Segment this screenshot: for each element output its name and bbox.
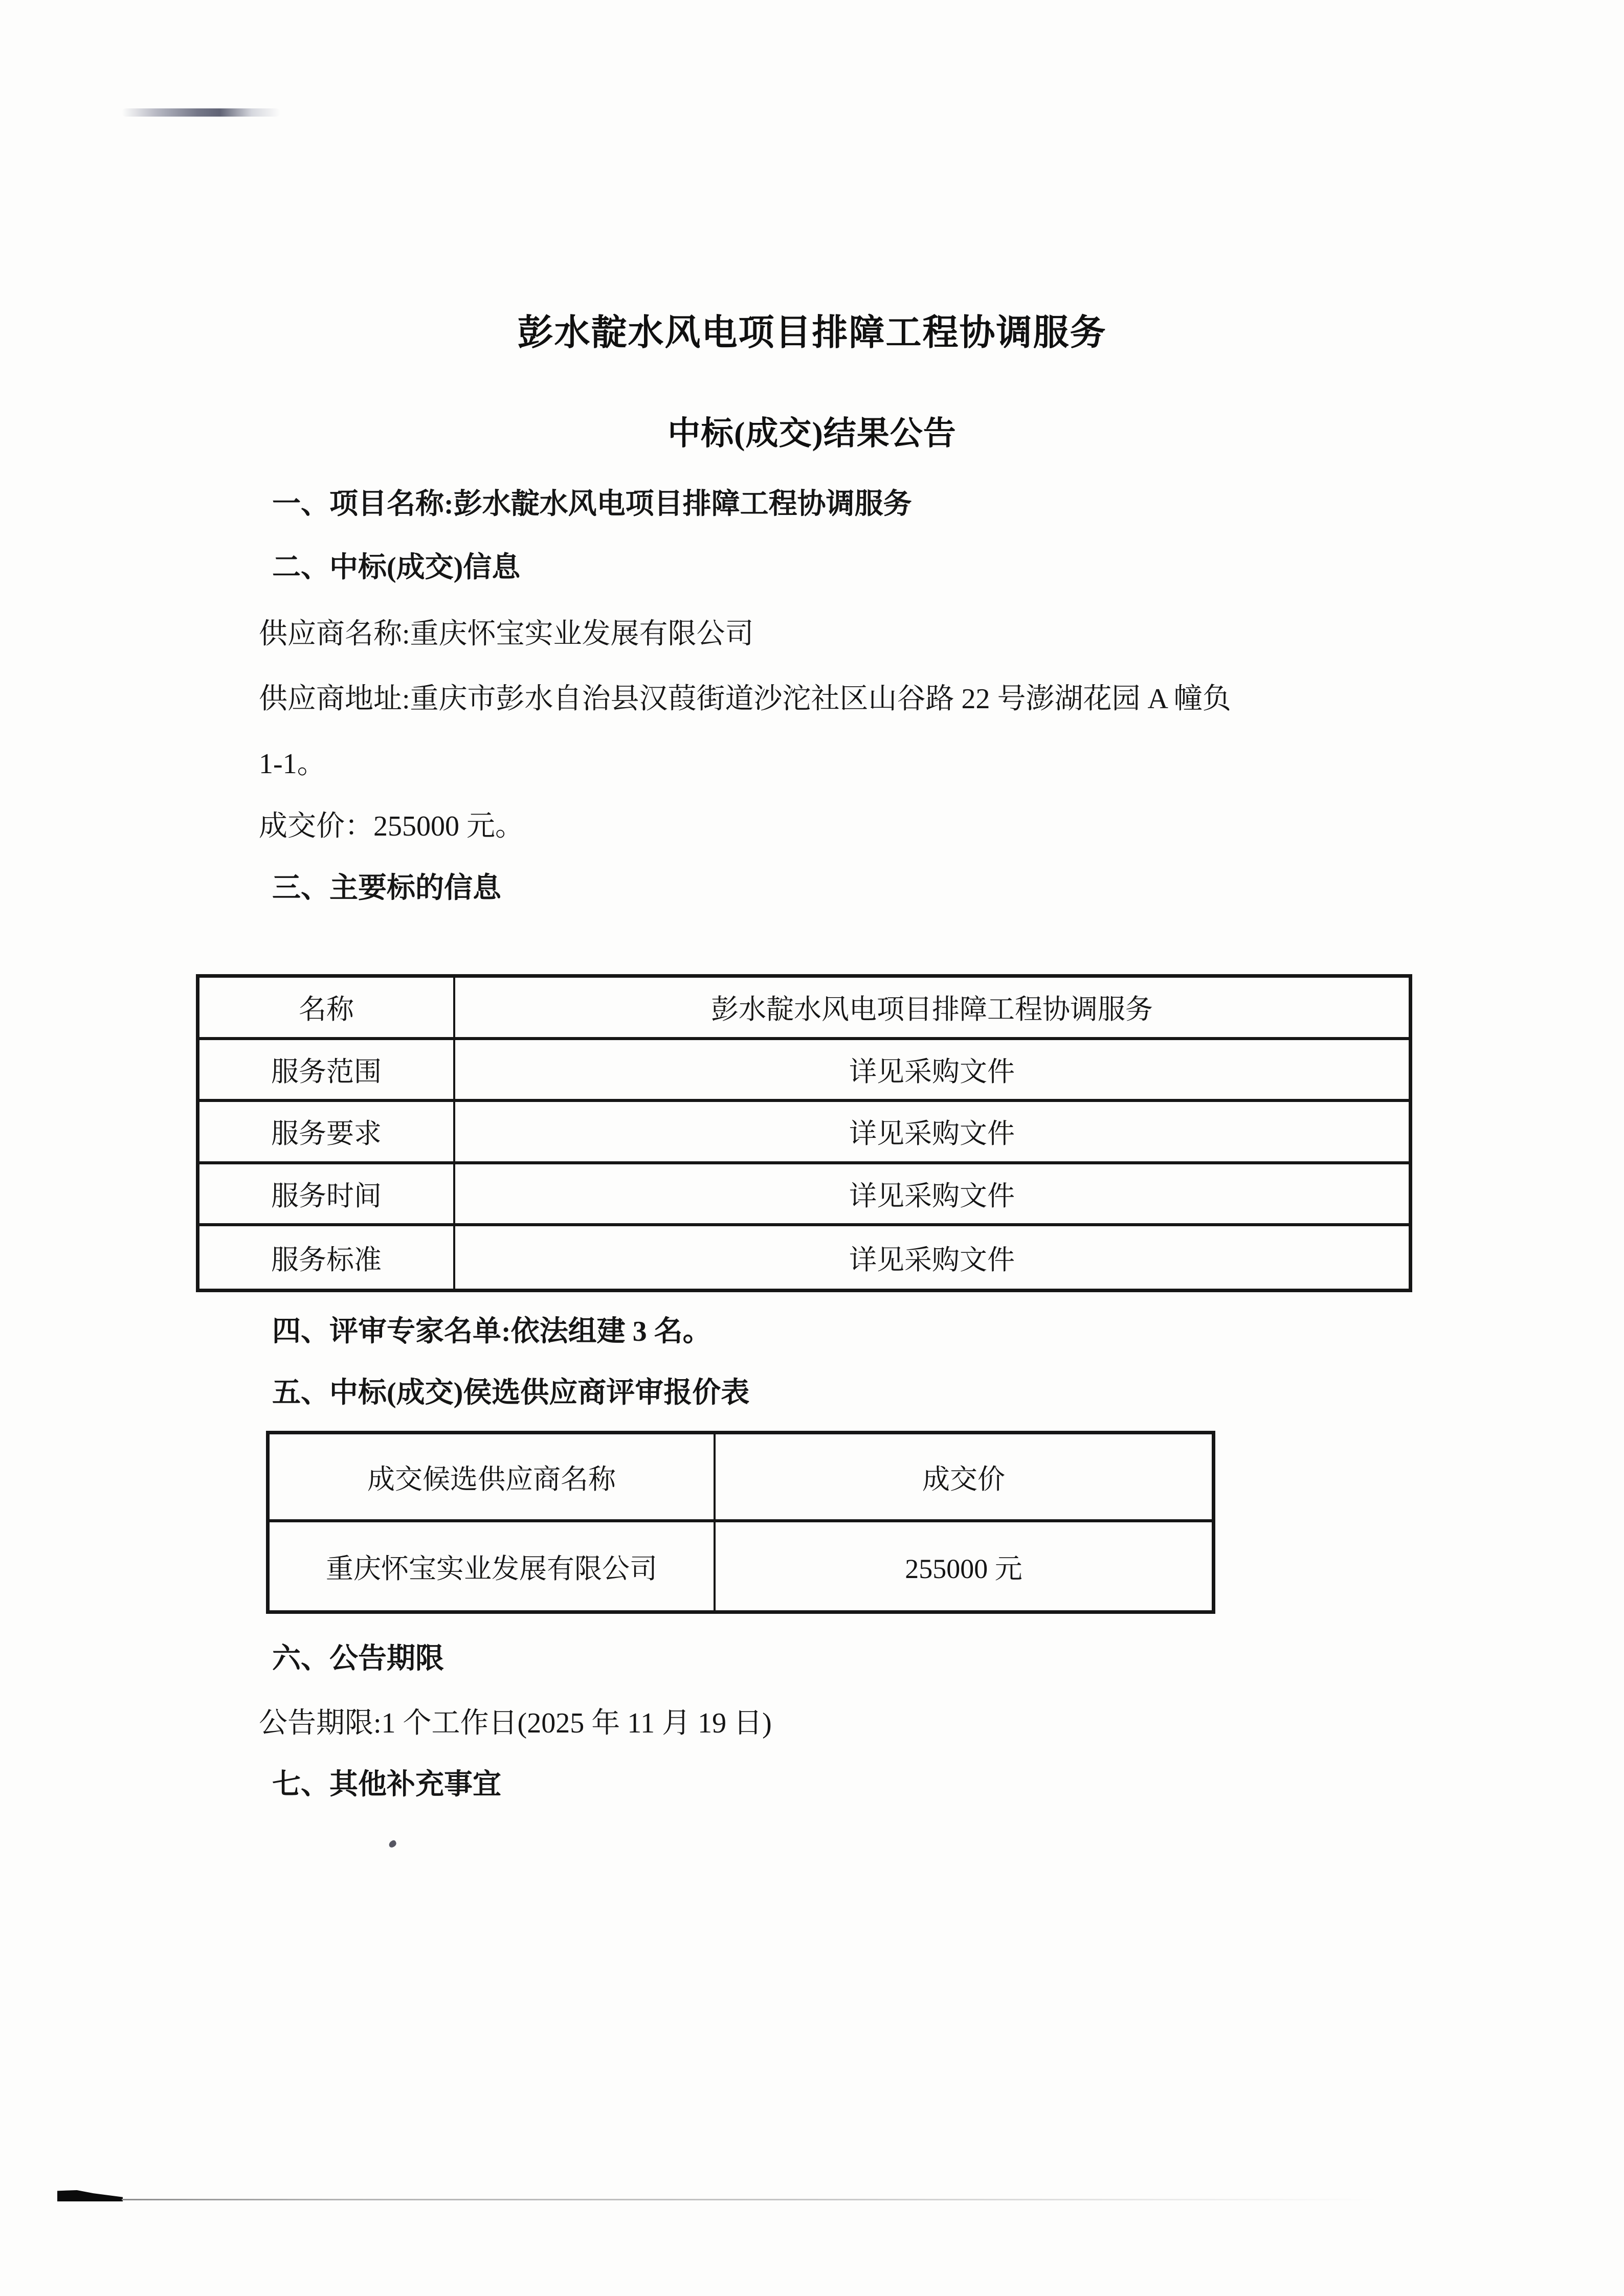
section-heading-subject-info: 三、主要标的信息 bbox=[272, 872, 501, 904]
subject-row-label: 服务要求 bbox=[199, 1102, 455, 1164]
supplier-address-line-2: 1-1。 bbox=[259, 748, 326, 780]
final-price-line: 成交价：255000 元。 bbox=[259, 811, 524, 842]
section-heading-supplement: 七、其他补充事宜 bbox=[272, 1769, 501, 1800]
subject-row-label: 服务范围 bbox=[199, 1040, 455, 1102]
section-heading-award-info: 二、中标(成交)信息 bbox=[272, 552, 521, 583]
section-heading-project-name: 一、项目名称:彭水靛水风电项目排障工程协调服务 bbox=[272, 488, 912, 520]
notice-period-line: 公告期限:1 个工作日(2025 年 11 月 19 日) bbox=[259, 1707, 772, 1739]
subject-info-table bbox=[196, 974, 1412, 1292]
ink-blob-artifact bbox=[57, 2190, 123, 2201]
section-heading-experts: 四、评审专家名单:依法组建 3 名。 bbox=[272, 1316, 711, 1347]
section-heading-notice-period: 六、公告期限 bbox=[272, 1643, 444, 1675]
subject-row-value: 详见采购文件 bbox=[455, 1102, 1409, 1164]
subject-row-label: 服务时间 bbox=[199, 1164, 455, 1227]
subject-row-value: 详见采购文件 bbox=[849, 1244, 1015, 1275]
ink-speck-artifact bbox=[388, 1839, 397, 1849]
quote-table-header-supplier: 成交候选供应商名称 bbox=[270, 1434, 716, 1522]
quote-row-price: 255000 元 bbox=[905, 1553, 1022, 1584]
subject-row-label: 名称 bbox=[199, 978, 455, 1040]
subject-row-value: 彭水靛水风电项目排障工程协调服务 bbox=[455, 978, 1409, 1040]
scan-smudge-artifact bbox=[122, 108, 280, 117]
subject-row-label: 服务标准 bbox=[199, 1226, 455, 1289]
supplier-address-line-1: 供应商地址:重庆市彭水自治县汉葭街道沙沱社区山谷路 22 号澎湖花园 A 幢负 bbox=[259, 683, 1231, 715]
supplier-name-line: 供应商名称:重庆怀宝实业发展有限公司 bbox=[259, 618, 754, 650]
subject-row-value: 详见采购文件 bbox=[455, 1040, 1409, 1102]
document-subtitle: 中标(成交)结果公告 bbox=[668, 415, 956, 452]
scan-line-artifact bbox=[122, 2199, 1377, 2200]
subject-row-value: 详见采购文件 bbox=[455, 1164, 1409, 1227]
document-title: 彭水靛水风电项目排障工程协调服务 bbox=[517, 313, 1107, 353]
quote-table bbox=[266, 1431, 1215, 1614]
quote-row-supplier: 重庆怀宝实业发展有限公司 bbox=[270, 1522, 716, 1610]
quote-table-header-price: 成交价 bbox=[716, 1434, 1212, 1522]
section-heading-quote-table: 五、中标(成交)侯选供应商评审报价表 bbox=[272, 1377, 750, 1409]
